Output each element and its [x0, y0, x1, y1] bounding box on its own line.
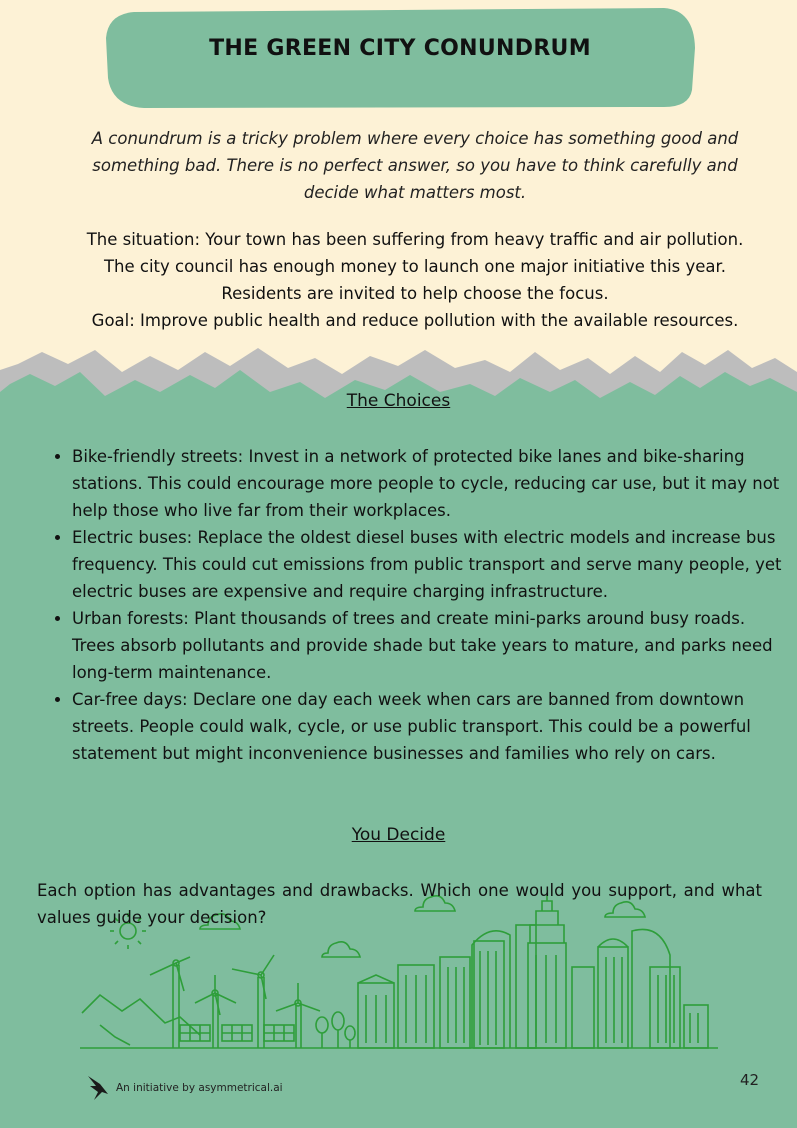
- bird-logo-icon: [86, 1074, 110, 1102]
- choice-item-bike: • Bike-friendly streets: Invest in a network of protected bike lanes and bike-sharing stations. This could encourage more people to cycle, reducing car use, but it may not help those who live far from their workplaces.: [72, 443, 792, 524]
- choice-item-forests: • Urban forests: Plant thousands of trees and create mini-parks around busy roads. Trees absorb pollutants and provide shade but take years to mature, and parks need long-term maintenance.: [72, 605, 792, 686]
- footer-attribution: An initiative by asymmetrical.ai: [116, 1082, 283, 1094]
- choice-item-buses: • Electric buses: Replace the oldest diesel buses with electric models and increase bus frequency. This could cut emissions from public transport and serve many people, yet electric buses are expensive and require charging infrastructure.: [72, 524, 792, 605]
- wind-turbine-icon: [276, 983, 320, 1048]
- situation-line: The situation: Your town has been suffering from heavy traffic and air pollution.: [86, 230, 744, 249]
- cloud-icon: [322, 942, 360, 957]
- situation-block: [40, 226, 790, 334]
- choice-item-car-free: • Car-free days: Declare one day each week when cars are banned from downtown streets. People could walk, cycle, or use public transport. This could be a powerful statement but might inconvenience businesses and families who rely on cars.: [72, 686, 792, 767]
- intro-paragraph: A conundrum is a tricky problem where every choice has something good and something bad. There is no perfect answer, so you have to think carefully and decide what matters most.: [91, 129, 739, 202]
- situation-line: Residents are invited to help choose the focus.: [221, 284, 609, 303]
- situation-line: The city council has enough money to launch one major initiative this year.: [103, 257, 727, 276]
- goal-line: Goal: Improve public health and reduce pollution with the available resources.: [91, 311, 739, 330]
- wind-turbine-icon: [232, 955, 274, 1048]
- choices-heading: The Choices: [346, 391, 451, 411]
- decide-heading: You Decide: [351, 825, 446, 845]
- page-title: THE GREEN CITY CONUNDRUM: [209, 36, 591, 61]
- wind-turbine-icon: [195, 975, 236, 1048]
- page-number: 42: [740, 1071, 760, 1089]
- closing-paragraph: Each option has advantages and drawbacks. Which one would you support, and what values guide your decision?: [37, 881, 762, 927]
- wind-turbine-icon: [150, 957, 190, 1048]
- choices-list: [48, 443, 792, 767]
